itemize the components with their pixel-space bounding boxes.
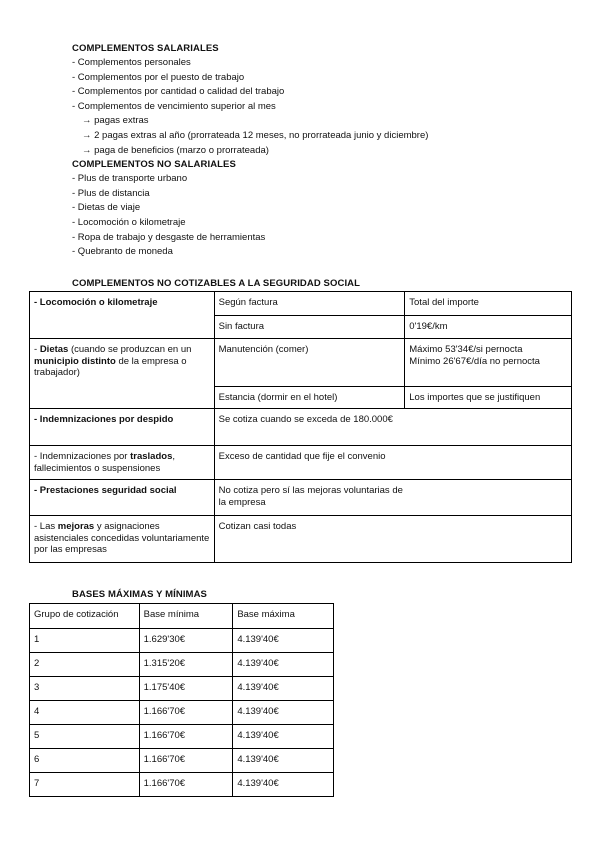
group-cell: 2 xyxy=(30,653,140,677)
salariales-list xyxy=(72,56,428,158)
bold-text: Dietas xyxy=(39,344,69,355)
amount-cell: 0'19€/km xyxy=(405,316,572,339)
table-row xyxy=(30,677,334,701)
group-cell: 5 xyxy=(30,725,140,749)
bold-text: - Prestaciones seguridad social xyxy=(34,485,177,496)
concept-cell xyxy=(30,339,215,409)
table-row xyxy=(30,446,572,480)
table-row xyxy=(30,292,572,316)
table-row xyxy=(30,725,334,749)
table-row xyxy=(30,629,334,653)
min-cell: 1.629'30€ xyxy=(139,629,233,653)
list-item: - Locomoción o kilometraje xyxy=(72,216,186,228)
condition-cell: Cotizan casi todas xyxy=(218,521,297,532)
max-cell: 4.139'40€ xyxy=(233,653,334,677)
list-item: - Quebranto de moneda xyxy=(72,246,173,258)
complementos-section xyxy=(72,42,428,260)
header-cell: Base mínima xyxy=(139,604,233,629)
bold-text: municipio distinto xyxy=(34,355,116,367)
concept-cell xyxy=(30,409,215,446)
max-cell: 4.139'40€ xyxy=(233,677,334,701)
group-cell: 4 xyxy=(30,701,140,725)
amount-cell: Los importes que se justifiquen xyxy=(405,387,572,409)
bold-text: - Locomoción o kilometraje xyxy=(34,297,158,308)
table-row xyxy=(30,773,334,797)
condition-cell: No cotiza pero sí las mejoras voluntarias de la empresa xyxy=(218,485,403,508)
table-row xyxy=(30,749,334,773)
no-cotizables-title: COMPLEMENTOS NO COTIZABLES A LA SEGURIDAD SOCIAL xyxy=(72,278,361,289)
no-cotizables-table xyxy=(29,291,572,563)
amount-min: Mínimo 26'67€/día no pernocta xyxy=(409,355,540,367)
bases-title: BASES MÁXIMAS Y MÍNIMAS xyxy=(72,589,207,600)
table-header-row xyxy=(30,604,334,629)
max-cell: 4.139'40€ xyxy=(233,773,334,797)
salariales-title: COMPLEMENTOS SALARIALES xyxy=(72,43,219,54)
table-row xyxy=(30,409,572,446)
list-sub-item: → 2 pagas extras al año (prorrateada 12 meses, no prorrateada junio y diciembre) xyxy=(82,129,429,141)
text: - Indemnizaciones por xyxy=(34,451,131,462)
header-cell: Base máxima xyxy=(233,604,334,629)
text: de la empresa o trabajador) xyxy=(34,355,187,378)
min-cell: 1.175'40€ xyxy=(139,677,233,701)
bases-table xyxy=(29,603,334,797)
concept-cell xyxy=(30,516,215,563)
bold-text: - Indemnizaciones por despido xyxy=(34,414,174,425)
list-item: - Ropa de trabajo y desgaste de herramientas xyxy=(72,231,266,243)
text: (cuando se produzcan en un xyxy=(68,344,192,355)
min-cell: 1.315'20€ xyxy=(139,653,233,677)
condition-cell: Sin factura xyxy=(214,316,405,339)
bold-text: mejoras xyxy=(57,521,95,532)
condition-cell: Manutención (comer) xyxy=(214,339,405,387)
list-item: - Complementos por el puesto de trabajo xyxy=(72,71,245,83)
table-row xyxy=(30,516,572,563)
text: y asignaciones asistenciales concedidas voluntariamente por las empresas xyxy=(34,521,210,555)
concept-cell xyxy=(30,446,215,480)
condition-cell: Exceso de cantidad que fije el convenio xyxy=(218,451,386,462)
list-item: - Dietas de viaje xyxy=(72,202,141,214)
min-cell: 1.166'70€ xyxy=(139,701,233,725)
concept-cell xyxy=(30,292,215,339)
no-salariales-title: COMPLEMENTOS NO SALARIALES xyxy=(72,159,236,171)
concept-cell xyxy=(30,480,215,516)
text: - Las xyxy=(34,521,58,532)
list-sub-item: → pagas extras xyxy=(82,115,149,127)
list-item: - Plus de transporte urbano xyxy=(72,173,188,185)
text: , fallecimientos o suspensiones xyxy=(34,451,175,474)
group-cell: 6 xyxy=(30,749,140,773)
group-cell: 1 xyxy=(30,629,140,653)
min-cell: 1.166'70€ xyxy=(139,773,233,797)
group-cell: 7 xyxy=(30,773,140,797)
group-cell: 3 xyxy=(30,677,140,701)
bold-text: traslados xyxy=(130,451,173,462)
list-item: - Complementos de vencimiento superior al mes xyxy=(72,100,276,112)
list-sub-item: → paga de beneficios (marzo o prorrateada) xyxy=(82,144,269,156)
table-row xyxy=(30,480,572,516)
table-row xyxy=(30,653,334,677)
amount-max: Máximo 53'34€/si pernocta xyxy=(409,344,523,355)
condition-cell: Según factura xyxy=(214,292,405,316)
amount-cell: Total del importe xyxy=(405,292,572,316)
condition-cell: Estancia (dormir en el hotel) xyxy=(214,387,405,409)
amount-cell xyxy=(405,339,572,387)
max-cell: 4.139'40€ xyxy=(233,725,334,749)
list-item: - Complementos por cantidad o calidad del trabajo xyxy=(72,86,285,98)
table-row xyxy=(30,701,334,725)
condition-cell: Se cotiza cuando se exceda de 180.000€ xyxy=(218,414,393,425)
no-salariales-list xyxy=(72,172,428,260)
min-cell: 1.166'70€ xyxy=(139,749,233,773)
min-cell: 1.166'70€ xyxy=(139,725,233,749)
list-item: - Plus de distancia xyxy=(72,187,150,199)
text: - xyxy=(34,344,40,355)
table-row xyxy=(30,339,572,387)
max-cell: 4.139'40€ xyxy=(233,749,334,773)
list-item: - Complementos personales xyxy=(72,57,191,68)
header-cell: Grupo de cotización xyxy=(30,604,140,629)
max-cell: 4.139'40€ xyxy=(233,701,334,725)
max-cell: 4.139'40€ xyxy=(233,629,334,653)
